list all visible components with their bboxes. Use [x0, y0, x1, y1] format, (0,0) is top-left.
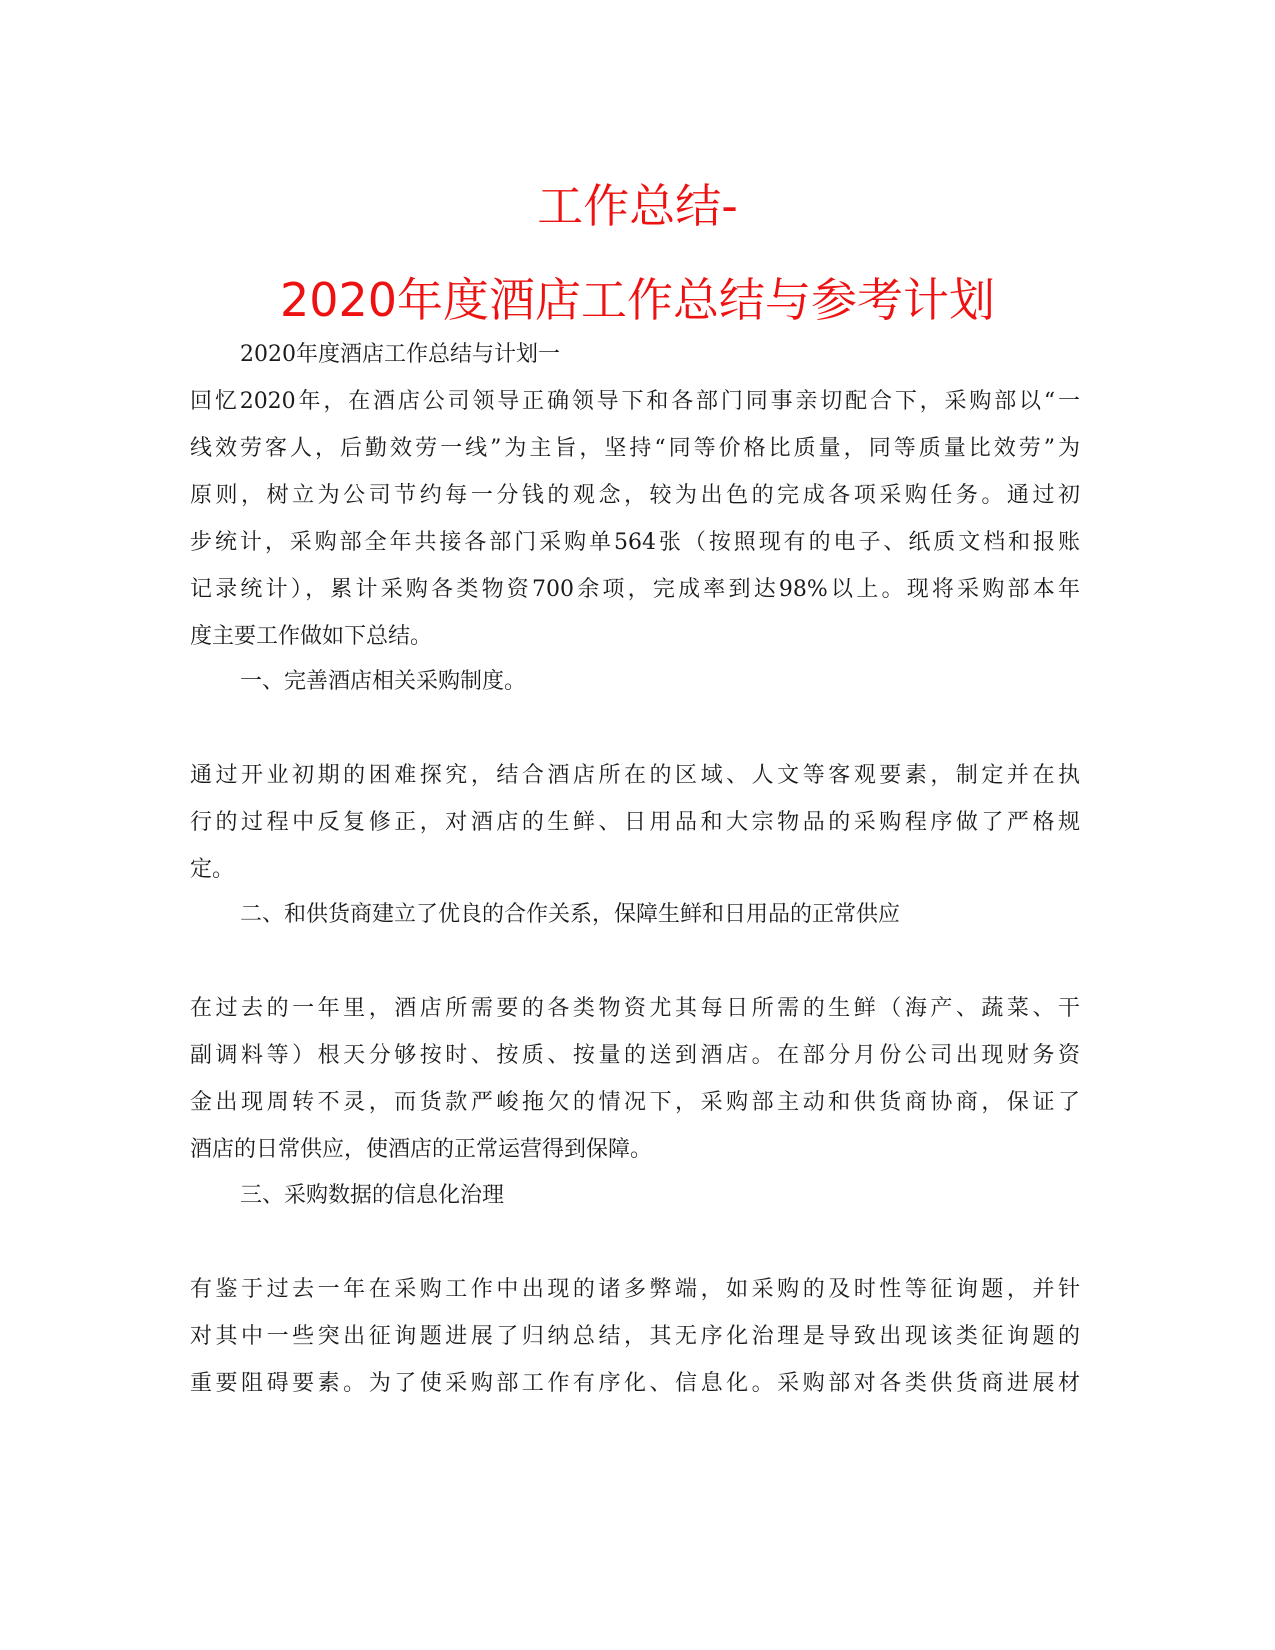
document-title-line-2: 2020年度酒店工作总结与参考计划 — [279, 273, 996, 327]
text-line: 重要阻碍要素。为了使采购部工作有序化、信息化。采购部对各类供货商进展材 — [190, 1371, 1080, 1396]
text-line: 副调料等）根天分够按时、按质、按量的送到酒店。在部分月份公司出现财务资 — [190, 1043, 1080, 1068]
document-title-line-1: 工作总结- — [537, 179, 738, 233]
section-1-title: 一、完善酒店相关采购制度。 — [240, 669, 527, 694]
section-heading — [190, 331, 1080, 378]
paragraph-section-3 — [190, 1266, 1080, 1407]
text-line: 定。 — [190, 857, 235, 882]
text-line: 在过去的一年里，酒店所需要的各类物资尤其每日所需的生鲜（海产、蔬菜、干 — [190, 996, 1080, 1021]
text-line: 度主要工作做如下总结。 — [190, 624, 433, 649]
section-heading-2 — [190, 891, 1080, 938]
section-heading-3 — [190, 1172, 1080, 1219]
paragraph-intro — [190, 378, 1080, 660]
text-line: 记录统计），累计采购各类物资700余项，完成率到达98%以上。现将采购部本年 — [190, 577, 1080, 602]
section-2-title: 二、和供货商建立了优良的合作关系，保障生鲜和日用品的正常供应 — [240, 902, 901, 927]
text-line: 金出现周转不灵，而货款严峻拖欠的情况下，采购部主动和供货商协商，保证了 — [190, 1090, 1080, 1115]
text-line: 行的过程中反复修正，对酒店的生鲜、日用品和大宗物品的采购程序做了严格规 — [190, 810, 1080, 835]
text-line: 步统计，采购部全年共接各部门采购单564张（按照现有的电子、纸质文档和报账 — [190, 530, 1080, 555]
text-line: 有鉴于过去一年在采购工作中出现的诸多弊端，如采购的及时性等征询题，并针 — [190, 1277, 1080, 1302]
paragraph-section-1 — [190, 752, 1080, 893]
text-line: 回忆2020年，在酒店公司领导正确领导下和各部门同事亲切配合下，采购部以“一 — [190, 389, 1080, 414]
text-line: 原则，树立为公司节约每一分钱的观念，较为出色的完成各项采购任务。通过初 — [190, 483, 1080, 508]
section-heading-1 — [190, 658, 1080, 705]
text-line: 通过开业初期的困难探究，结合酒店所在的区域、人文等客观要素，制定并在执 — [190, 763, 1080, 788]
paragraph-section-2 — [190, 985, 1080, 1173]
intro-heading: 2020年度酒店工作总结与计划一 — [240, 342, 560, 367]
text-line: 酒店的日常供应，使酒店的正常运营得到保障。 — [190, 1137, 653, 1162]
text-line: 对其中一些突出征询题进展了归纳总结，其无序化治理是导致出现该类征询题的 — [190, 1324, 1080, 1349]
section-3-title: 三、采购数据的信息化治理 — [240, 1183, 505, 1208]
text-line: 线效劳客人，后勤效劳一线”为主旨，坚持“同等价格比质量，同等质量比效劳”为 — [190, 436, 1080, 461]
